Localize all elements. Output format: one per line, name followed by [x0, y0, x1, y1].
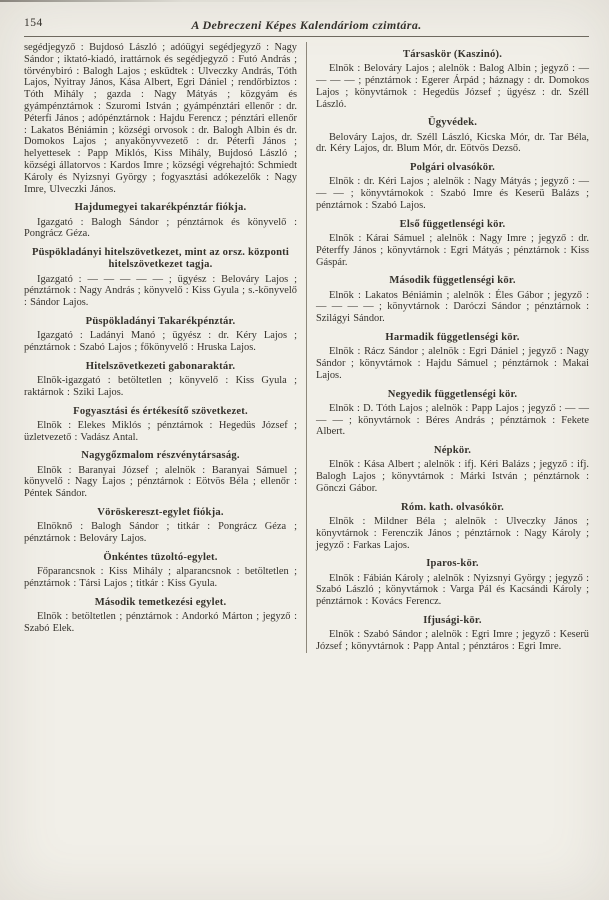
section-paragraph: Elnök : Baranyai József ; alelnök : Baranyai Sámuel ; könyvelő : Nagy Lajos ; pénztárnok : Eötvös Béla ; ellenőr : Péntek Sándor.	[24, 464, 297, 500]
section-paragraph: Igazgató : — — — — — ; ügyész : Belováry Lajos ; pénztárnok : Nagy András ; könyvelő : Kiss Gyula ; s.-könyvelő : Sándor Lajos.	[24, 273, 297, 309]
section-paragraph: Elnök : Mildner Béla ; alelnök : Ulveczky János ; könyvtárnok : Ferenczik János ; pénztárnok : Nagy Károly ; jegyző : Farkas Lajos.	[316, 515, 589, 551]
continued-paragraph: segédjegyző : Bujdosó László ; adóügyi segédjegyző : Nagy Sándor ; iktató-kiadó, irattárnok és segédjegyző : Futó András ; törvénybiró : Balogh Lajos ; esküdtek : Ulveczky András, Tóth Lajos, Nyitray János, Kása Albert, Egri Dániel ; rendőrbiztos : Tóth Mihály ; gazda : Nagy Mátyás ; közgyám és gyámpénztárnok : Szuromi István ; gyámpénztári ellenőr : dr. Péterfi János ; adópénztárnok : Hajdu Ferencz ; pénztári ellenőr : Lakatos Béniámin ; községi orvosok : dr. Balogh Albin és dr. Domokos Lajos ; anyakönyvvezető : dr. Péterfi János ; helyettesek : Papp Miklós, Kiss Mihály, Bujdosó László ; községi állatorvos : Kardos Imre ; községi végrehajtó: Schmiedt Károly és Nyizsnyi György ; fogyasztási adókezelők : Nagy Imre, Ulveczki János.	[24, 42, 297, 195]
section-heading: Polgári olvasókör.	[409, 162, 496, 174]
section-paragraph: Igazgató : Ladányi Manó ; ügyész : dr. Kéry Lajos ; pénztárnok : Szabó Lajos ; főkönyvelő : Hruska Lajos.	[24, 330, 297, 353]
section-heading: Társaskör (Kaszinó).	[402, 49, 503, 60]
section-paragraph: Elnök : Lakatos Béniámin ; alelnök : Éles Gábor ; jegyző : — — — — ; könyvtárnok : Daróczi Sándor ; pénztárnok : Szilágyi Sándor.	[316, 289, 589, 325]
section-heading: Második temetkezési egylet.	[94, 596, 227, 608]
section-heading: Nagygőzmalom részvénytársaság.	[81, 450, 240, 462]
section-heading: Fogyasztási és értékesítő szövetkezet.	[73, 405, 248, 417]
section-paragraph: Elnöknő : Balogh Sándor ; titkár : Pongrácz Géza ; pénztárnok : Belováry Lajos.	[24, 521, 297, 544]
section-heading: Ügyvédek.	[427, 117, 478, 129]
section-paragraph: Belováry Lajos, dr. Széll László, Kicska Mór, dr. Tar Béla, dr. Kéry Lajos, dr. Blum Mór, dr. Eötvös Dezső.	[316, 131, 589, 155]
right-column	[307, 42, 589, 653]
section-heading: Népkör.	[433, 445, 472, 457]
left-column	[24, 42, 306, 653]
section-paragraph: Elnök : Rácz Sándor ; alelnök : Egri Dániel ; jegyző : Nagy Sándor ; könyvtárnok : Hajdu Sámuel ; pénztárnok : Makai Lajos.	[316, 346, 589, 381]
section-heading: Negyedik függetlenségi kör.	[387, 388, 518, 400]
section-paragraph: Elnök : betöltetlen ; pénztárnok : Andorkó Márton ; jegyző : Szabó Elek.	[24, 610, 297, 634]
section-heading: Hajdumegyei takarékpénztár fiókja.	[74, 202, 247, 214]
section-heading: Harmadik függetlenségi kör.	[385, 331, 520, 343]
scan-edge-artifact	[0, 0, 609, 2]
section-paragraph: Elnök : Kárai Sámuel ; alelnök : Nagy Imre ; jegyző : dr. Péterffy János ; könyvtárnok : Egri Mátyás ; pénztárnok : Kiss Gáspár.	[316, 232, 589, 268]
section-heading: Püspökladányi Takarékpénztár.	[85, 315, 236, 327]
section-paragraph: Főparancsnok : Kiss Mihály ; alparancsnok : betöltetlen ; pénztárnok : Társi Lajos ; titkár : Kiss Gyula.	[24, 565, 297, 589]
page-header	[24, 16, 589, 34]
section-paragraph: Elnök : Kása Albert ; alelnök : ifj. Kéri Balázs ; jegyző : ifj. Balogh Lajos ; könyvtárnok : Márki István ; pénztárnok : Gönczi Gábor.	[316, 459, 589, 494]
section-paragraph: Igazgató : Balogh Sándor ; pénztárnok és könyvelő : Pongrácz Géza.	[24, 216, 297, 240]
header-rule	[24, 36, 589, 37]
section-paragraph: Elnök : Szabó Sándor ; alelnök : Egri Imre ; jegyző : Keserü József ; könyvtárnok : Papp Antal ; pénztáros : Egri Imre.	[316, 629, 589, 652]
section-paragraph: Elnök-igazgató : betöltetlen ; könyvelő : Kiss Gyula ; raktárnok : Sziki Lajos.	[24, 374, 297, 398]
section-heading: Első függetlenségi kör.	[399, 218, 506, 230]
section-paragraph: Elnök : D. Tóth Lajos ; alelnök : Papp Lajos ; jegyző : — — — — ; könyvtárnok : Béres András ; pénztárnok : Fekete Albert.	[316, 402, 589, 438]
two-column-body	[24, 42, 589, 653]
section-heading: Vöröskereszt-egylet fiókja.	[97, 506, 224, 518]
section-heading: Róm. kath. olvasókör.	[401, 501, 504, 513]
section-heading: Püspökladányi hitelszövetkezet, mint az orsz. központi hitelszövetkezet tagja.	[31, 247, 290, 271]
section-heading: Hitelszövetkezeti gabonaraktár.	[85, 360, 236, 372]
section-heading: Ifjusági-kör.	[423, 614, 482, 626]
section-heading: Önkéntes tüzoltó-egylet.	[103, 551, 218, 563]
section-paragraph: Elnök : Belováry Lajos ; alelnök : Balog Albin ; jegyző : — — — — ; pénztárnok : Egerer Árpád ; háznagy : dr. Domokos Lajos ; könyvtárnok : Hegedüs József ; ügyész : dr. Széll László.	[316, 63, 589, 110]
section-paragraph: Elnök : Fábián Károly ; alelnök : Nyizsnyi György ; jegyző : Szabó László ; könyvtárnok : Varga Pál és Kacsándi Károly ; pénztárnok : Kovács Ferencz.	[316, 572, 589, 608]
section-paragraph: Elnök : dr. Kéri Lajos ; alelnök : Nagy Mátyás ; jegyző : — — — ; könyvtárnokok : Szabó Imre és Keserü Balázs ; pénztárnok : Szabó Lajos.	[316, 176, 589, 211]
running-title: A Debreczeni Képes Kalendáriom czimtára.	[191, 18, 422, 32]
page-number: 154	[24, 17, 43, 29]
section-paragraph: Elnök : Elekes Miklós ; pénztárnok : Hegedüs József ; üzletvezető : Vadász Antal.	[24, 419, 297, 443]
section-heading: Iparos-kör.	[426, 558, 479, 570]
section-heading: Második függetlenségi kör.	[389, 275, 516, 287]
